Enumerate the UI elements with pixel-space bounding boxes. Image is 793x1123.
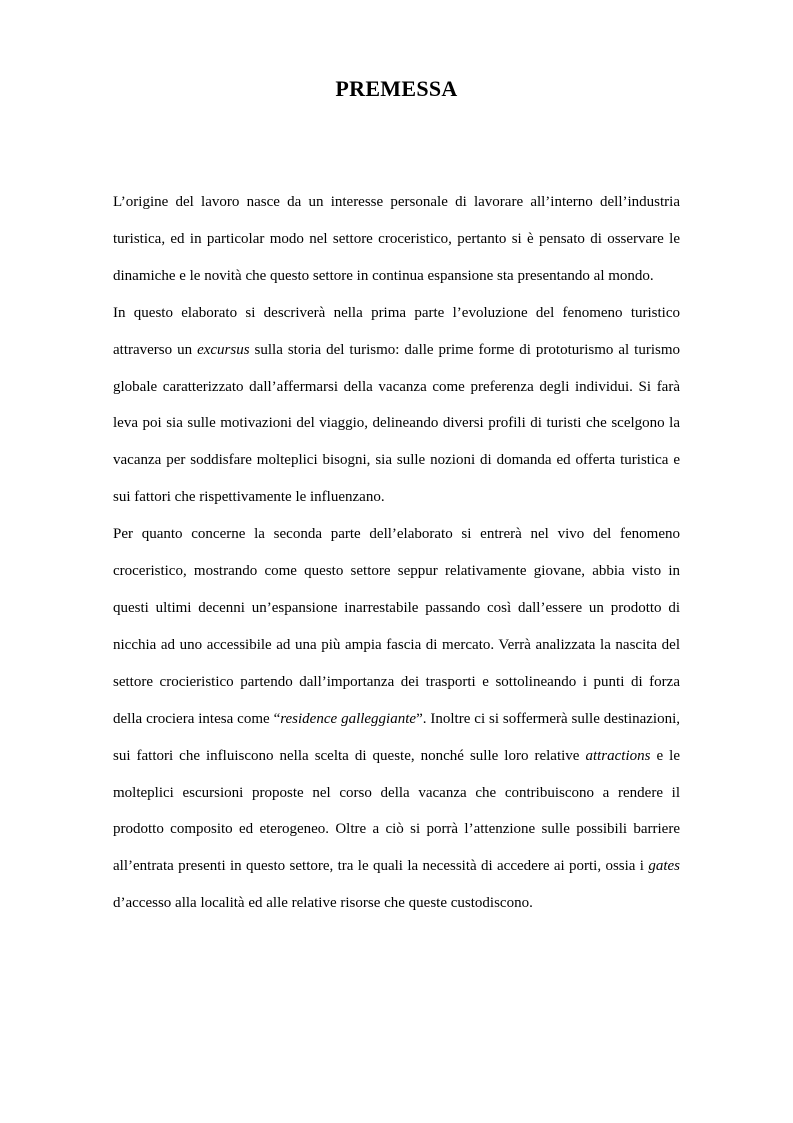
text-run: L’origine del lavoro nasce da un interesse personale di lavorare all’interno dell’industria turistica, ed in particolar modo nel settore croceristico, pertanto si è pensato di osservare le dinamiche e le novità che questo settore in continua espansione sta presentando al mondo. bbox=[113, 194, 680, 284]
text-run: Per quanto concerne la seconda parte dell’elaborato si entrerà nel vivo del fenomeno croceristico, mostrando come questo settore seppur relativamente giovane, abbia visto in questi ultimi decenni un’espansione inarrestabile passando così dall’essere un prodotto di nicchia ad uno accessibile ad una più ampia fascia di mercato. Verrà analizzata la nascita del settore crocieristico partendo dall’importanza dei trasporti e sottolineando i punti di forza della crociera intesa come “ bbox=[113, 526, 680, 727]
italic-term: residence galleggiante bbox=[280, 710, 417, 727]
body-text bbox=[113, 184, 680, 922]
text-run: e le molteplici escursioni proposte nel corso della vacanza che contribuiscono a rendere il prodotto composito ed eterogeneo. Oltre a ciò si porrà l’attenzione sulle possibili barriere all’entrata presenti in questo settore, tra le quali la necessità di accedere ai porti, ossia i bbox=[113, 747, 680, 875]
italic-term: gates bbox=[648, 858, 680, 875]
text-run: d’accesso alla località ed alle relative risorse che queste custodiscono. bbox=[113, 895, 533, 912]
paragraph bbox=[113, 295, 680, 516]
text-run: sulla storia del turismo: dalle prime forme di prototurismo al turismo globale caratterizzato dall’affermarsi della vacanza come preferenza degli individui. Si farà leva poi sia sulle motivazioni del viaggio, delineando diversi profili di turisti che scelgono la vacanza per soddisfare molteplici bisogni, sia sulle nozioni di domanda ed offerta turistica e sui fattori che rispettivamente le influenzano. bbox=[113, 341, 680, 506]
italic-term: attractions bbox=[585, 747, 651, 764]
page-title: PREMESSA bbox=[335, 76, 458, 101]
text-run: ”. Inoltre ci si soffermerà sulle destinazioni, sui fattori che influiscono nella scelta di queste, nonché sulle loro relative bbox=[113, 710, 681, 764]
italic-term: excursus bbox=[197, 341, 250, 358]
paragraph bbox=[113, 516, 680, 922]
paragraph bbox=[113, 184, 680, 295]
text-run: In questo elaborato si descriverà nella prima parte l’evoluzione del fenomeno turistico attraverso un bbox=[113, 304, 680, 358]
